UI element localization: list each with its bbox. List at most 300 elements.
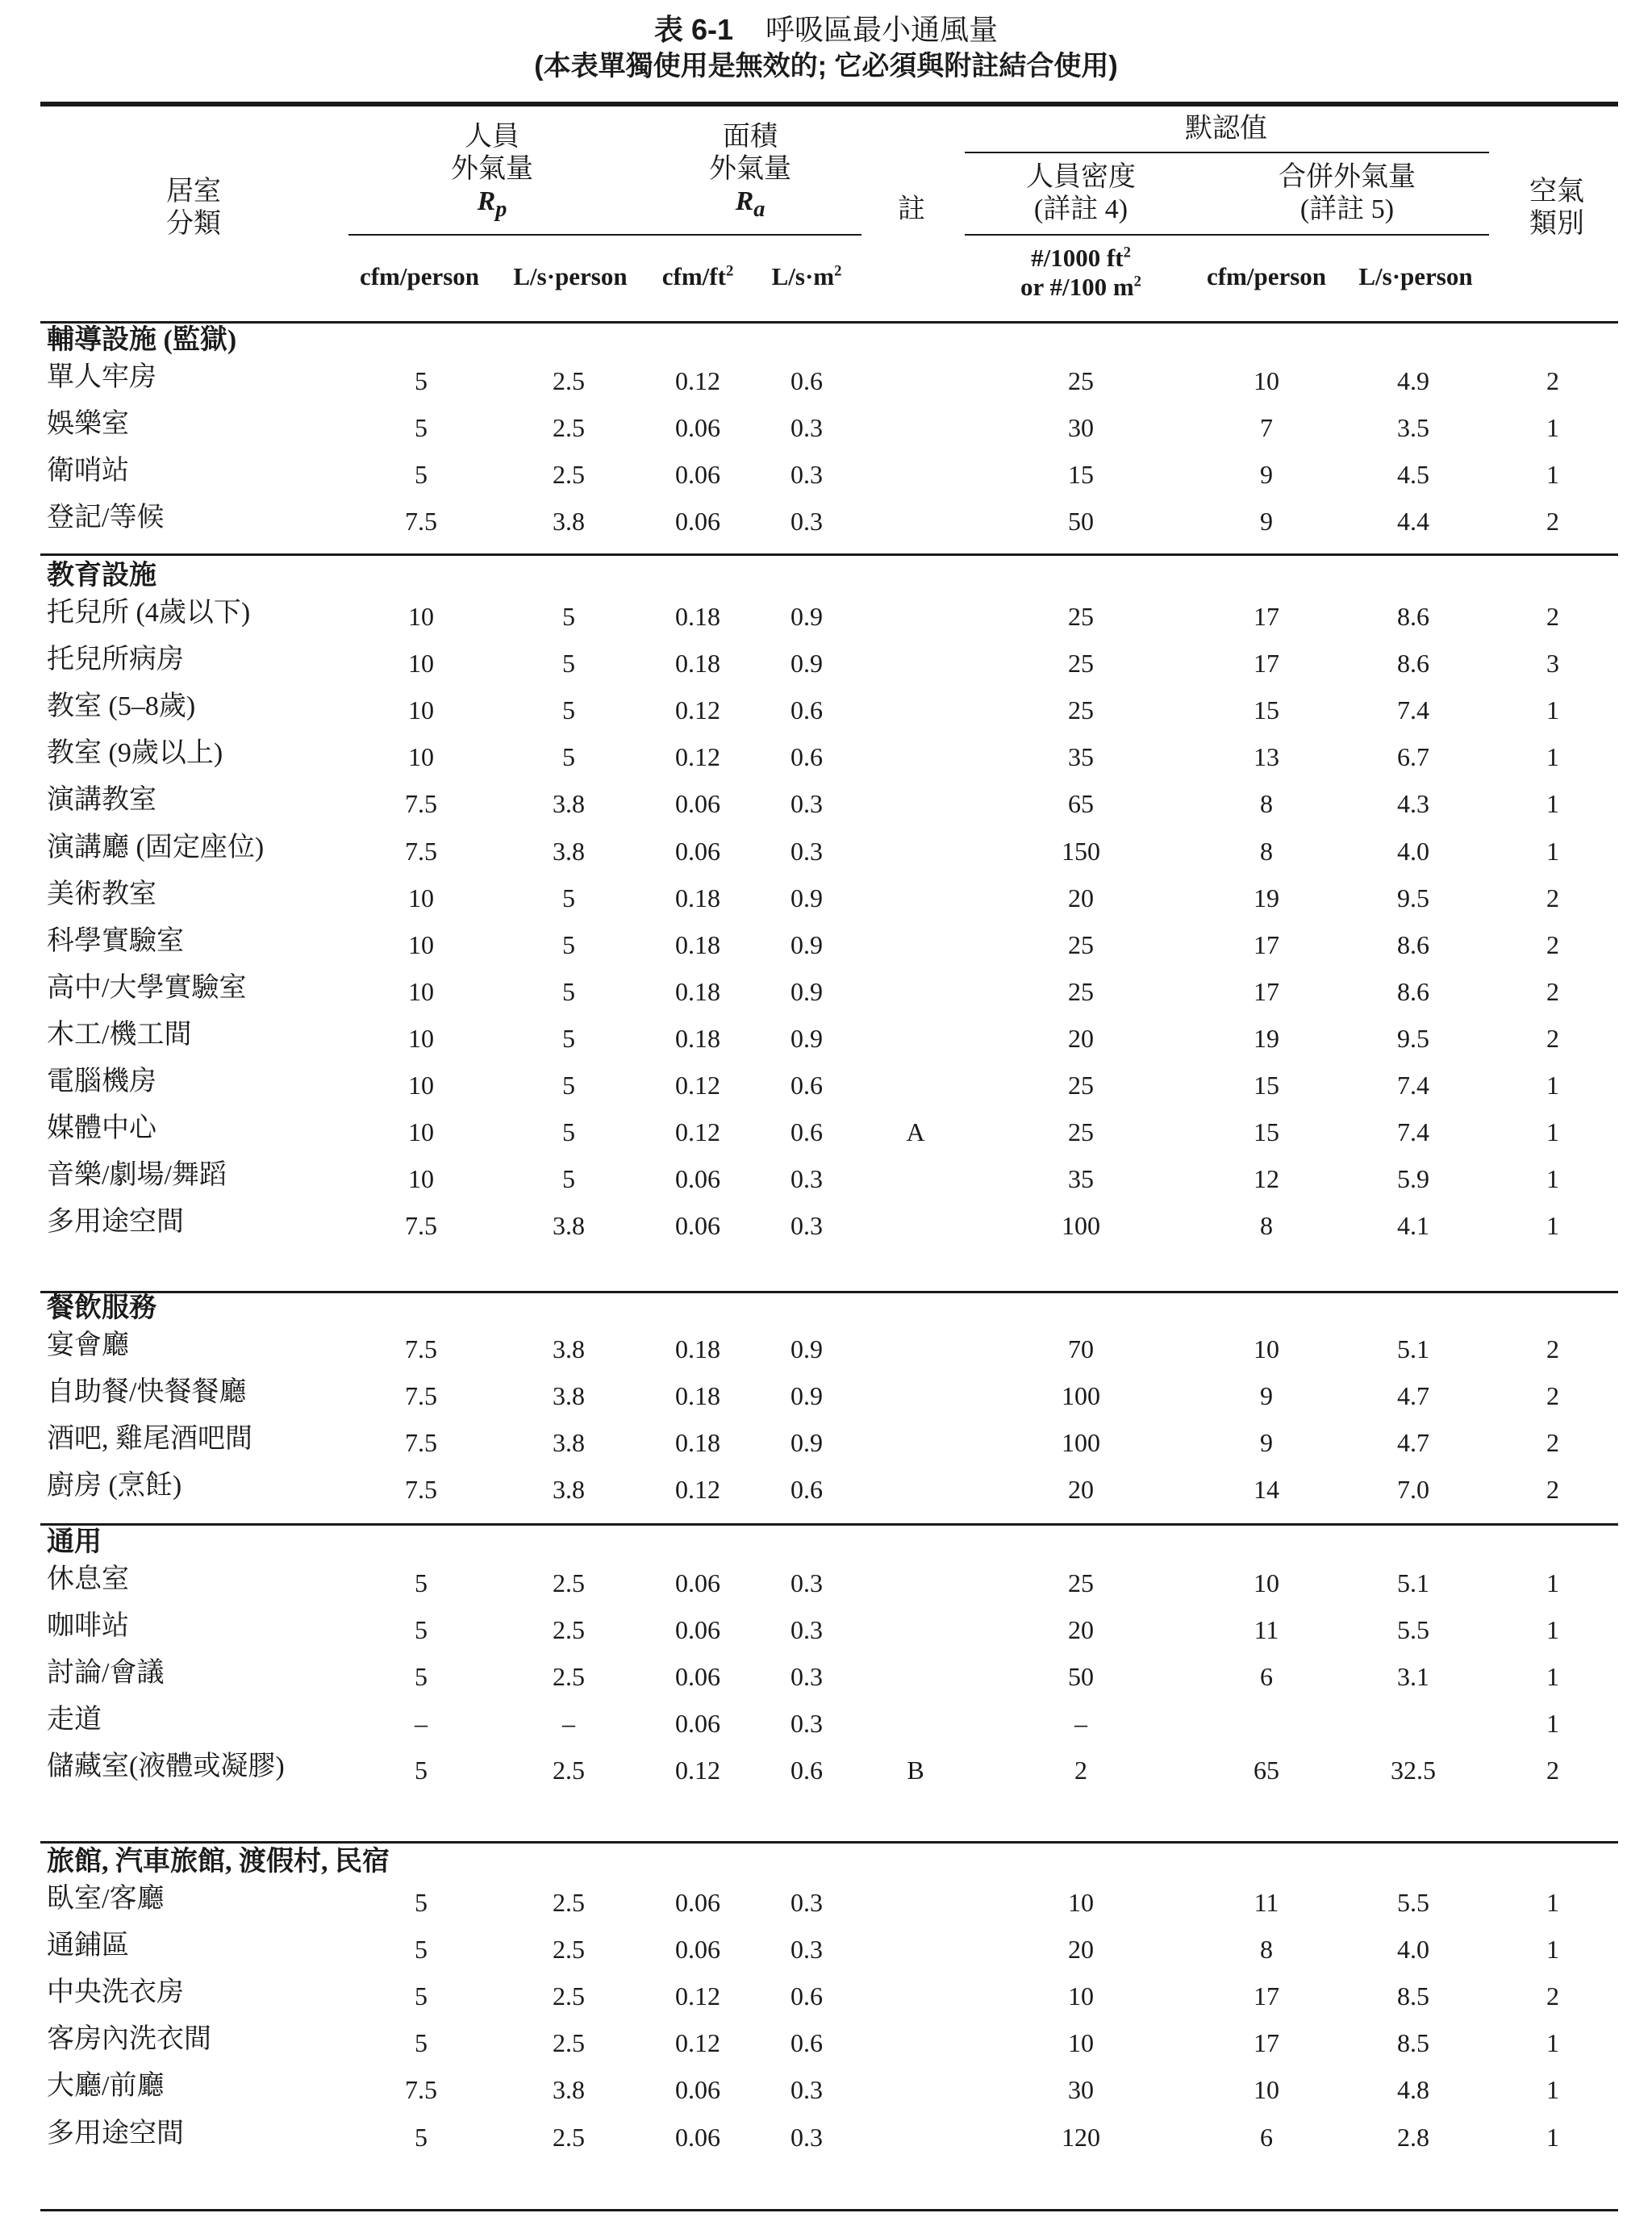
- cell-air-class: 2: [1546, 507, 1559, 537]
- cell-air-class: 1: [1546, 413, 1559, 443]
- header-area-oa-line2: 外氣量: [709, 154, 791, 184]
- cell-combined-ls: 9.5: [1397, 883, 1429, 912]
- cell-density: 15: [1068, 460, 1094, 490]
- cell-air-class: 1: [1546, 1164, 1559, 1194]
- cell-people-ls: 2.5: [553, 2122, 585, 2152]
- header-notes: 註: [898, 194, 925, 224]
- cell-people-ls: 3.8: [553, 1381, 585, 1411]
- unit-people-cfm: cfm/person: [359, 262, 480, 290]
- cell-area-cfm: 0.12: [675, 1475, 720, 1505]
- cell-people-cfm: 7.5: [405, 1211, 437, 1241]
- cell-combined-cfm: 8: [1260, 836, 1273, 866]
- cell-area-cfm: 0.06: [675, 507, 720, 537]
- cell-combined-ls: 8.6: [1397, 976, 1429, 1006]
- cell-density: 20: [1068, 883, 1094, 912]
- cell-area-cfm: 0.06: [675, 836, 720, 866]
- section-divider: [40, 1291, 1618, 1293]
- cell-combined-cfm: 17: [1254, 1981, 1279, 2011]
- cell-density: 35: [1068, 742, 1094, 772]
- rp-symbol: R: [477, 186, 496, 216]
- cell-density: 65: [1068, 789, 1094, 819]
- cell-people-ls: 2.5: [553, 2028, 585, 2058]
- cell-people-cfm: 7.5: [405, 789, 437, 819]
- cell-air-class: 1: [1546, 460, 1559, 490]
- cell-combined-ls: 6.7: [1397, 742, 1429, 772]
- cell-density: 25: [1068, 1071, 1094, 1100]
- cell-people-ls: 5: [562, 602, 575, 631]
- cell-people-ls: 3.8: [553, 2075, 585, 2105]
- cell-people-cfm: 7.5: [405, 2075, 437, 2105]
- cell-density: 50: [1068, 1662, 1094, 1692]
- cell-area-cfm: 0.06: [675, 1568, 720, 1597]
- cell-area-ls: 0.3: [791, 1615, 823, 1645]
- row-label: 走道: [47, 1705, 102, 1735]
- cell-area-ls: 0.9: [791, 976, 823, 1006]
- cell-density: 100: [1062, 1428, 1100, 1458]
- row-label: 儲藏室(液體或凝膠): [47, 1752, 285, 1782]
- cell-density: 70: [1068, 1334, 1094, 1363]
- header-default-values: 默認值: [1185, 114, 1267, 144]
- section-title: 教育設施: [47, 561, 156, 591]
- cell-combined-ls: 4.0: [1397, 1935, 1429, 1965]
- cell-area-cfm: 0.06: [675, 1662, 720, 1692]
- cell-area-ls: 0.9: [791, 883, 823, 912]
- cell-area-cfm: 0.12: [675, 1117, 720, 1147]
- cell-area-ls: 0.3: [791, 507, 823, 537]
- cell-area-ls: 0.6: [791, 1756, 823, 1785]
- row-label: 娛樂室: [47, 409, 129, 440]
- cell-area-ls: 0.9: [791, 649, 823, 679]
- cell-people-ls: 5: [562, 695, 575, 725]
- cell-combined-ls: 7.0: [1397, 1475, 1429, 1505]
- cell-combined-ls: 32.5: [1391, 1756, 1436, 1785]
- cell-people-ls: 5: [562, 1023, 575, 1053]
- cell-people-cfm: 7.5: [405, 1428, 437, 1458]
- cell-area-cfm: 0.06: [675, 2075, 720, 2105]
- cell-people-ls: 3.8: [553, 507, 585, 537]
- section-divider: [40, 553, 1618, 556]
- row-label: 演講教室: [47, 785, 156, 816]
- cell-people-cfm: 10: [408, 1164, 434, 1194]
- cell-combined-ls: 4.7: [1397, 1428, 1429, 1458]
- cell-people-cfm: 5: [415, 1615, 428, 1645]
- cell-people-ls: 2.5: [553, 1615, 585, 1645]
- cell-combined-cfm: 15: [1254, 1117, 1279, 1147]
- cell-density: 20: [1068, 1023, 1094, 1053]
- cell-people-cfm: 10: [408, 695, 434, 725]
- row-label: 教室 (5–8歲): [47, 691, 196, 722]
- cell-density: 25: [1068, 976, 1094, 1006]
- cell-combined-cfm: 10: [1254, 366, 1279, 395]
- row-label: 客房內洗衣間: [47, 2024, 211, 2055]
- row-label: 托兒所 (4歲以下): [47, 598, 251, 628]
- cell-area-cfm: 0.06: [675, 413, 720, 443]
- section-title: 餐飲服務: [47, 1293, 156, 1323]
- row-label: 臥室/客廳: [47, 1884, 165, 1914]
- cell-people-ls: 3.8: [553, 1428, 585, 1458]
- section-divider: [40, 1841, 1618, 1844]
- cell-people-cfm: 5: [415, 413, 428, 443]
- cell-combined-ls: 3.5: [1397, 413, 1429, 443]
- cell-people-cfm: 10: [408, 602, 434, 631]
- cell-combined-cfm: 6: [1260, 2122, 1273, 2152]
- cell-density: –: [1074, 1709, 1087, 1739]
- cell-people-ls: 5: [562, 649, 575, 679]
- cell-combined-cfm: 9: [1260, 507, 1273, 537]
- cell-people-cfm: –: [415, 1709, 428, 1739]
- cell-area-cfm: 0.06: [675, 2122, 720, 2152]
- cell-density: 25: [1068, 1117, 1094, 1147]
- cell-area-ls: 0.3: [791, 1662, 823, 1692]
- unit-density-line2-text: or #/100 m: [1020, 273, 1134, 301]
- cell-area-cfm: 0.18: [675, 929, 720, 959]
- cell-note: A: [906, 1117, 925, 1147]
- cell-air-class: 2: [1546, 1756, 1559, 1785]
- cell-people-ls: 2.5: [553, 1981, 585, 2011]
- cell-area-cfm: 0.06: [675, 1935, 720, 1965]
- cell-combined-ls: 4.5: [1397, 460, 1429, 490]
- cell-area-cfm: 0.18: [675, 1381, 720, 1411]
- cell-people-ls: 3.8: [553, 1211, 585, 1241]
- cell-air-class: 1: [1546, 2122, 1559, 2152]
- cell-people-ls: 5: [562, 976, 575, 1006]
- cell-people-cfm: 5: [415, 460, 428, 490]
- section-title: 通用: [47, 1527, 102, 1557]
- cell-area-ls: 0.3: [791, 460, 823, 490]
- cell-combined-cfm: 12: [1254, 1164, 1279, 1194]
- cell-combined-cfm: 15: [1254, 1071, 1279, 1100]
- cell-air-class: 2: [1546, 883, 1559, 912]
- cell-area-ls: 0.3: [791, 2075, 823, 2105]
- cell-people-cfm: 5: [415, 2028, 428, 2058]
- cell-combined-cfm: 9: [1260, 1381, 1273, 1411]
- cell-air-class: 2: [1546, 1428, 1559, 1458]
- cell-combined-cfm: 10: [1254, 1568, 1279, 1597]
- cell-combined-cfm: 17: [1254, 649, 1279, 679]
- cell-people-cfm: 10: [408, 883, 434, 912]
- cell-area-ls: 0.3: [791, 836, 823, 866]
- header-people-oa-line1: 人員: [465, 122, 519, 152]
- cell-combined-cfm: 13: [1254, 742, 1279, 772]
- cell-people-cfm: 5: [415, 366, 428, 395]
- cell-area-ls: 0.6: [791, 1981, 823, 2011]
- ra-symbol: R: [735, 186, 754, 216]
- cell-combined-ls: 7.4: [1397, 1071, 1429, 1100]
- cell-density: 10: [1068, 1981, 1094, 2011]
- cell-area-ls: 0.9: [791, 602, 823, 631]
- cell-combined-ls: 2.8: [1397, 2122, 1429, 2152]
- cell-people-ls: 5: [562, 929, 575, 959]
- header-air-class-line2: 類別: [1529, 209, 1584, 239]
- cell-people-cfm: 7.5: [405, 1475, 437, 1505]
- section-title: 旅館, 汽車旅館, 渡假村, 民宿: [47, 1847, 390, 1877]
- cell-area-cfm: 0.12: [675, 1756, 720, 1785]
- cell-people-cfm: 10: [408, 1117, 434, 1147]
- header-people-oa-line2: 外氣量: [451, 154, 533, 184]
- cell-combined-cfm: 9: [1260, 1428, 1273, 1458]
- cell-people-ls: 2.5: [553, 1935, 585, 1965]
- row-label: 通鋪區: [47, 1931, 129, 1961]
- cell-air-class: 2: [1546, 1334, 1559, 1363]
- cell-people-ls: 2.5: [553, 413, 585, 443]
- cell-people-cfm: 7.5: [405, 507, 437, 537]
- cell-area-cfm: 0.12: [675, 366, 720, 395]
- cell-people-cfm: 7.5: [405, 1334, 437, 1363]
- row-label: 多用途空間: [47, 2118, 184, 2148]
- cell-people-cfm: 5: [415, 1888, 428, 1917]
- cell-people-cfm: 7.5: [405, 836, 437, 866]
- cell-area-cfm: 0.06: [675, 1709, 720, 1739]
- cell-combined-cfm: 17: [1254, 976, 1279, 1006]
- cell-area-ls: 0.3: [791, 1211, 823, 1241]
- cell-combined-ls: 8.6: [1397, 602, 1429, 631]
- cell-density: 20: [1068, 1935, 1094, 1965]
- unit-people-ls: L/s·person: [513, 262, 628, 290]
- cell-combined-ls: 4.3: [1397, 789, 1429, 819]
- cell-combined-ls: 3.1: [1397, 1662, 1429, 1692]
- cell-air-class: 1: [1546, 695, 1559, 725]
- cell-area-cfm: 0.18: [675, 1334, 720, 1363]
- cell-density: 20: [1068, 1615, 1094, 1645]
- cell-air-class: 2: [1546, 1981, 1559, 2011]
- header-occupancy-line2: 分類: [166, 209, 221, 239]
- row-label: 音樂/劇場/舞蹈: [47, 1160, 227, 1191]
- cell-density: 25: [1068, 929, 1094, 959]
- row-label: 酒吧, 雞尾酒吧間: [47, 1424, 252, 1455]
- cell-people-ls: 2.5: [553, 1568, 585, 1597]
- cell-area-cfm: 0.12: [675, 695, 720, 725]
- cell-people-cfm: 5: [415, 1981, 428, 2011]
- cell-area-ls: 0.9: [791, 1381, 823, 1411]
- cell-combined-ls: 5.5: [1397, 1888, 1429, 1917]
- row-label: 高中/大學實驗室: [47, 972, 247, 1003]
- cell-people-cfm: 10: [408, 1071, 434, 1100]
- cell-people-ls: 3.8: [553, 1334, 585, 1363]
- header-occupancy-line1: 居室: [166, 177, 221, 207]
- cell-area-cfm: 0.18: [675, 1023, 720, 1053]
- cell-air-class: 2: [1546, 602, 1559, 631]
- cell-note: B: [907, 1756, 924, 1785]
- unit-combined-ls: L/s·person: [1358, 262, 1473, 290]
- cell-air-class: 1: [1546, 1568, 1559, 1597]
- cell-density: 25: [1068, 649, 1094, 679]
- cell-combined-ls: 4.7: [1397, 1381, 1429, 1411]
- row-label: 科學實驗室: [47, 925, 184, 956]
- row-label: 宴會廳: [47, 1330, 129, 1360]
- cell-density: 30: [1068, 2075, 1094, 2105]
- cell-density: 2: [1074, 1756, 1087, 1785]
- cell-area-cfm: 0.06: [675, 1164, 720, 1194]
- cell-combined-ls: 8.6: [1397, 649, 1429, 679]
- cell-area-cfm: 0.06: [675, 1211, 720, 1241]
- cell-area-ls: 0.9: [791, 1334, 823, 1363]
- cell-combined-cfm: 65: [1254, 1756, 1279, 1785]
- cell-combined-cfm: 11: [1254, 1888, 1279, 1917]
- unit-density-line1-sup: 2: [1123, 244, 1131, 261]
- cell-area-cfm: 0.12: [675, 2028, 720, 2058]
- cell-area-ls: 0.3: [791, 1568, 823, 1597]
- cell-air-class: 1: [1546, 1662, 1559, 1692]
- section-title: 輔導設施 (監獄): [47, 325, 237, 355]
- cell-area-ls: 0.6: [791, 366, 823, 395]
- cell-area-ls: 0.6: [791, 1475, 823, 1505]
- header-combined-oa-line2: (詳註 5): [1299, 194, 1395, 224]
- cell-area-ls: 0.6: [791, 1071, 823, 1100]
- cell-people-cfm: 10: [408, 1023, 434, 1053]
- cell-density: 30: [1068, 413, 1094, 443]
- cell-density: 100: [1062, 1381, 1100, 1411]
- cell-combined-cfm: 10: [1254, 2075, 1279, 2105]
- cell-people-ls: 2.5: [553, 460, 585, 490]
- cell-combined-ls: 8.5: [1397, 2028, 1429, 2058]
- cell-area-cfm: 0.18: [675, 1428, 720, 1458]
- cell-area-cfm: 0.06: [675, 1615, 720, 1645]
- section-divider: [40, 1523, 1618, 1526]
- cell-combined-cfm: 15: [1254, 695, 1279, 725]
- cell-combined-ls: 5.1: [1397, 1334, 1429, 1363]
- cell-area-cfm: 0.06: [675, 460, 720, 490]
- cell-people-cfm: 10: [408, 649, 434, 679]
- row-label: 單人牢房: [47, 362, 156, 392]
- row-label: 咖啡站: [47, 1611, 129, 1642]
- unit-density-line1-text: #/1000 ft: [1031, 244, 1124, 272]
- row-label: 休息室: [47, 1564, 129, 1594]
- cell-area-ls: 0.9: [791, 1428, 823, 1458]
- cell-density: 100: [1062, 1211, 1100, 1241]
- row-label: 自助餐/快餐餐廳: [47, 1377, 247, 1408]
- row-label: 電腦機房: [47, 1067, 156, 1096]
- row-label: 教室 (9歲以上): [47, 738, 223, 769]
- cell-air-class: 1: [1546, 1888, 1559, 1917]
- row-label: 美術教室: [47, 879, 156, 909]
- cell-people-cfm: 5: [415, 1756, 428, 1785]
- cell-area-ls: 0.6: [791, 1117, 823, 1147]
- table-subtitle: (本表單獨使用是無效的; 它必須與附註結合使用): [534, 51, 1118, 81]
- cell-density: 35: [1068, 1164, 1094, 1194]
- unit-area-cfm-sup: 2: [725, 262, 734, 280]
- cell-air-class: 1: [1546, 1935, 1559, 1965]
- cell-combined-cfm: 19: [1254, 1023, 1279, 1053]
- row-label: 討論/會議: [47, 1658, 165, 1689]
- cell-area-cfm: 0.06: [675, 789, 720, 819]
- cell-air-class: 1: [1546, 789, 1559, 819]
- cell-people-ls: 5: [562, 1071, 575, 1100]
- cell-area-cfm: 0.12: [675, 742, 720, 772]
- cell-air-class: 2: [1546, 1381, 1559, 1411]
- cell-area-ls: 0.3: [791, 789, 823, 819]
- cell-air-class: 2: [1546, 1023, 1559, 1053]
- cell-density: 25: [1068, 602, 1094, 631]
- cell-air-class: 1: [1546, 1211, 1559, 1241]
- cell-air-class: 1: [1546, 836, 1559, 866]
- cell-density: 10: [1068, 1888, 1094, 1917]
- cell-people-ls: 5: [562, 1117, 575, 1147]
- cell-combined-ls: 5.5: [1397, 1615, 1429, 1645]
- cell-density: 150: [1062, 836, 1100, 866]
- cell-combined-ls: 5.9: [1397, 1164, 1429, 1194]
- cell-combined-ls: 4.9: [1397, 366, 1429, 395]
- cell-area-cfm: 0.18: [675, 883, 720, 912]
- cell-combined-cfm: 11: [1254, 1615, 1279, 1645]
- bottom-rule: [40, 2209, 1618, 2211]
- row-label: 托兒所病房: [47, 645, 184, 675]
- cell-people-cfm: 5: [415, 1662, 428, 1692]
- cell-air-class: 2: [1546, 1475, 1559, 1505]
- unit-area-cfm-text: cfm/ft: [661, 262, 726, 290]
- cell-area-ls: 0.6: [791, 695, 823, 725]
- cell-area-ls: 0.3: [791, 1164, 823, 1194]
- cell-area-cfm: 0.18: [675, 976, 720, 1006]
- cell-people-ls: 5: [562, 742, 575, 772]
- row-label: 木工/機工間: [47, 1019, 192, 1050]
- cell-people-ls: 2.5: [553, 1888, 585, 1917]
- header-combined-oa-line1: 合併外氣量: [1279, 162, 1416, 192]
- cell-combined-ls: 4.8: [1397, 2075, 1429, 2105]
- unit-area-ls-sup: 2: [834, 262, 842, 280]
- row-label: 大廳/前廳: [47, 2071, 165, 2102]
- cell-area-ls: 0.6: [791, 742, 823, 772]
- rp-subscript: p: [495, 196, 507, 222]
- cell-area-ls: 0.9: [791, 1023, 823, 1053]
- cell-density: 25: [1068, 695, 1094, 725]
- header-area-oa-line1: 面積: [723, 122, 778, 152]
- cell-combined-ls: 5.1: [1397, 1568, 1429, 1597]
- cell-people-ls: –: [562, 1709, 575, 1739]
- cell-people-ls: 2.5: [553, 1756, 585, 1785]
- cell-combined-cfm: 10: [1254, 1334, 1279, 1363]
- cell-people-ls: 5: [562, 1164, 575, 1194]
- cell-air-class: 1: [1546, 1709, 1559, 1739]
- cell-combined-cfm: 6: [1260, 1662, 1273, 1692]
- cell-density: 10: [1068, 2028, 1094, 2058]
- cell-combined-ls: 7.4: [1397, 695, 1429, 725]
- cell-air-class: 2: [1546, 366, 1559, 395]
- unit-combined-cfm: cfm/person: [1206, 262, 1327, 290]
- cell-people-ls: 2.5: [553, 366, 585, 395]
- cell-area-cfm: 0.18: [675, 649, 720, 679]
- cell-combined-ls: 9.5: [1397, 1023, 1429, 1053]
- header-occupant-density-line2: (詳註 4): [1033, 194, 1128, 224]
- cell-combined-ls: 4.0: [1397, 836, 1429, 866]
- cell-air-class: 1: [1546, 1071, 1559, 1100]
- cell-people-ls: 3.8: [553, 836, 585, 866]
- row-label: 廚房 (烹飪): [47, 1471, 182, 1501]
- cell-area-cfm: 0.12: [675, 1981, 720, 2011]
- cell-combined-cfm: 14: [1254, 1475, 1279, 1505]
- cell-air-class: 1: [1546, 2075, 1559, 2105]
- ra-subscript: a: [753, 196, 766, 222]
- cell-combined-ls: 7.4: [1397, 1117, 1429, 1147]
- cell-combined-cfm: 19: [1254, 883, 1279, 912]
- cell-combined-ls: 4.4: [1397, 507, 1429, 537]
- unit-area-ls-text: L/s·m: [771, 262, 835, 290]
- cell-area-ls: 0.3: [791, 1709, 823, 1739]
- cell-area-ls: 0.9: [791, 929, 823, 959]
- table-number: 表 6-1: [653, 13, 734, 46]
- cell-people-cfm: 5: [415, 1568, 428, 1597]
- cell-area-ls: 0.3: [791, 1888, 823, 1917]
- header-occupant-density-line1: 人員密度: [1026, 162, 1136, 192]
- cell-combined-cfm: 8: [1260, 1211, 1273, 1241]
- cell-air-class: 1: [1546, 1117, 1559, 1147]
- cell-combined-ls: 8.5: [1397, 1981, 1429, 2011]
- cell-combined-cfm: 9: [1260, 460, 1273, 490]
- cell-area-ls: 0.3: [791, 2122, 823, 2152]
- cell-area-cfm: 0.06: [675, 1888, 720, 1917]
- cell-area-ls: 0.3: [791, 413, 823, 443]
- cell-area-cfm: 0.12: [675, 1071, 720, 1100]
- cell-people-cfm: 10: [408, 929, 434, 959]
